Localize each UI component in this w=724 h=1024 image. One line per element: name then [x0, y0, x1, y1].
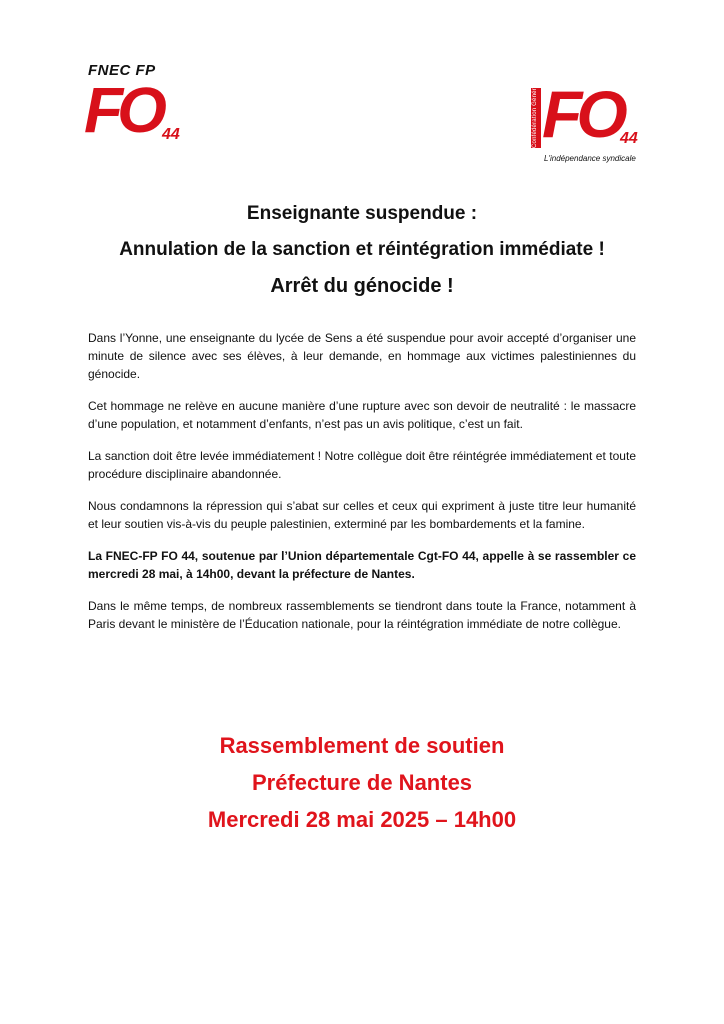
event-title: Rassemblement de soutien	[219, 733, 505, 758]
title-line-1: Enseignante suspendue :	[246, 203, 478, 224]
logo-fo-letters: FO	[84, 74, 161, 146]
paragraph-1: Dans l’Yonne, une enseignante du lycée de Sens a été suspendue pour avoir accepté d’organiser une minute de silence avec ses élèves, à leur demande, en hommage aux victimes palestiniennes du génocide.	[88, 331, 636, 381]
logo-bar-text: Confédération Générale du Travail	[532, 49, 538, 148]
event-datetime: Mercredi 28 mai 2025 – 14h00	[207, 807, 517, 832]
logo-slogan: L'indépendance syndicale	[544, 154, 636, 163]
document-body	[88, 329, 636, 647]
event-announcement	[0, 727, 724, 838]
paragraph-6: Dans le même temps, de nombreux rassemblements se tiendront dans toute la France, notamment à Paris devant le ministère de l’Éducation nationale, pour la réintégration immédiate de notre collègue.	[88, 599, 636, 631]
paragraph-3: La sanction doit être levée immédiatement ! Notre collègue doit être réintégrée immédiatement et toute procédure disciplinaire abandonnée.	[88, 449, 636, 481]
fo44-logo	[528, 49, 658, 174]
logo-department-number: 44	[620, 130, 638, 147]
logo-union-label: FNEC FP	[88, 62, 156, 79]
title-line-2: Annulation de la sanction et réintégration immédiate !	[119, 239, 605, 260]
title-line-3: Arrêt du génocide !	[270, 275, 454, 297]
event-location: Préfecture de Nantes	[251, 770, 473, 795]
paragraph-4: Nous condamnons la répression qui s’abat sur celles et ceux qui expriment à juste titre leur humanité et leur soutien vis-à-vis du peuple palestinien, exterminé par les bombardements et la famine.	[88, 499, 636, 531]
logo-department-number: 44	[162, 126, 180, 143]
fnec-fp-fo44-logo	[84, 62, 184, 162]
paragraph-2: Cet hommage ne relève en aucune manière d’une rupture avec son devoir de neutralité : le massacre d’une population, et notamment d’enfants, n’est pas un avis politique, c’est un fait.	[88, 399, 636, 431]
document-title-block	[0, 196, 724, 304]
paragraph-5-call: La FNEC-FP FO 44, soutenue par l’Union départementale Cgt-FO 44, appelle à se rassembler ce mercredi 28 mai, à 14h00, devant la préfecture de Nantes.	[88, 549, 636, 581]
logo-fo-letters: FO	[542, 77, 622, 151]
